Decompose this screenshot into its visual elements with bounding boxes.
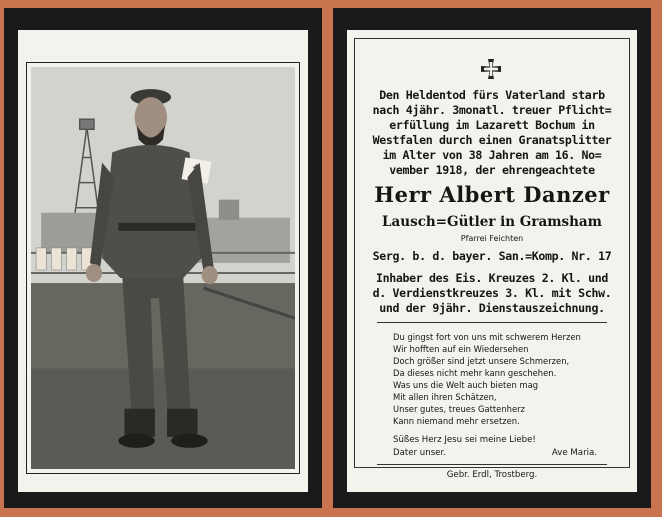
intro-line-5: im Alter von 38 Jahren am 16. No= (382, 148, 602, 162)
memorial-text (347, 30, 637, 492)
occupation: Lausch=Gütler in Gramsham (382, 214, 602, 230)
intro-line-4: Westfalen durch einen Granatsplitter (372, 133, 612, 147)
printer: Gebr. Erdl, Trostberg. (446, 470, 538, 480)
right-card (333, 8, 651, 508)
divider (377, 322, 607, 323)
soldier-portrait-icon (31, 67, 295, 469)
poem-line-1: Du gingst fort von uns mit schwerem Herzen (393, 332, 581, 342)
intro-line-2: nach 4jähr. 3monatl. treuer Pflicht= (372, 103, 612, 117)
right-card-inner (347, 30, 637, 492)
left-card-inner (18, 30, 308, 492)
poem-line-3: Doch größer sind jetzt unsere Schmerzen, (393, 356, 570, 366)
honors-line-3: und der 9jähr. Dienstauszeichnung. (379, 301, 605, 315)
bottom-divider (377, 464, 607, 465)
poem-line-4: Da dieses nicht mehr kann geschehen. (393, 368, 557, 378)
prayer-right: Ave Maria. (551, 448, 597, 458)
poem-line-2: Wir hofften auf ein Wiedersehen (393, 344, 529, 354)
deceased-name: Herr Albert Danzer (374, 182, 610, 207)
intro-line-6: vember 1918, der ehrengeachtete (389, 163, 595, 177)
intro-line-1: Den Heldentod fürs Vaterland starb (379, 88, 605, 102)
honors-line-1: Inhaber des Eis. Kreuzes 2. Kl. und (375, 271, 609, 285)
iron-cross-icon (480, 58, 502, 80)
left-card (4, 8, 322, 508)
prayer-left: Dater unser. (393, 448, 446, 458)
poem-line-6: Mit allen ihren Schätzen, (393, 392, 497, 402)
prayer: Süßes Herz Jesu sei meine Liebe! (393, 435, 536, 445)
poem-line-7: Unser gutes, treues Gattenherz (393, 404, 525, 414)
photo-frame (26, 62, 300, 474)
soldier-portrait-photo (31, 67, 295, 469)
poem-line-8: Kann niemand mehr ersetzen. (393, 416, 520, 426)
rank: Serg. b. d. bayer. San.=Komp. Nr. 17 (372, 249, 612, 263)
intro-line-3: erfüllung im Lazarett Bochum in (389, 118, 595, 132)
honors-line-2: d. Verdienstkreuzes 3. Kl. mit Schw. (372, 286, 612, 300)
parish: Pfarrei Feichten (460, 234, 524, 243)
poem-line-5: Was uns die Welt auch bieten mag (393, 380, 539, 390)
